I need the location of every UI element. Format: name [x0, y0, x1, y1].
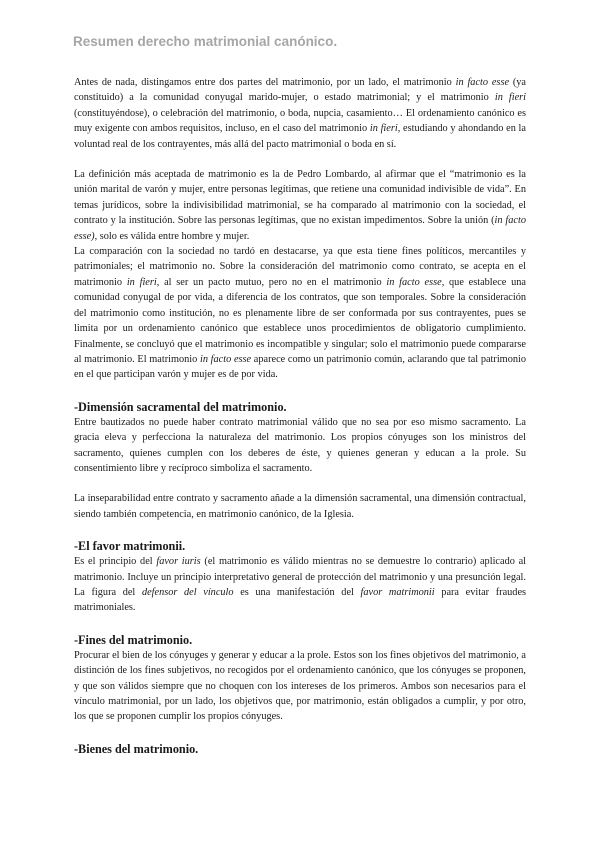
section-paragraph: Procurar el bien de los cónyuges y generar y educar a la prole. Estos son los fines objetivos del matrimonio, a distinción de los fines subjetivos, no recogidos por el ordenamiento canónico, que los cónyuges se proponen, y que son válidos siempre que no choquen con los intereses de los primeros. Ambos son necesarios para el vínculo matrimonial, por un lado, los objetivos que, por matrimonio, están obligados a cumplir, y por otro, los que se proponen cumplir los propios cónyuges.	[74, 649, 526, 723]
italic-term: favor iuris	[156, 556, 201, 568]
intro-paragraph-1: Antes de nada, distingamos entre dos partes del matrimonio, por un lado, el matrimonio in facto esse (ya constituido) a la comunidad conyugal marido-mujer, o estado matrimonial; y el matrimonio in fieri (constituyéndose), o celebración del matrimonio, o boda, nupcia, casamiento… El ordenamiento canónico es muy exigente con ambos requisitos, incluso, en el caso del matrimonio in fieri, estudiando y ahondando en la voluntad real de los contrayentes, más allá del pacto matrimonial o boda en sí.	[74, 77, 527, 150]
italic-term: in facto esse	[199, 353, 252, 365]
italic-term: favor matrimonii	[360, 586, 435, 598]
italic-term: in fieri	[369, 123, 398, 135]
section-favor-matrimonii	[74, 538, 526, 616]
section-heading: -Fines del matrimonio.	[74, 632, 193, 647]
section-paragraph: La inseparabilidad entre contrato y sacramento añade a la dimensión sacramental, una dimensión contractual, siendo también competencia, en matrimonio canónico, de la Iglesia.	[74, 493, 526, 520]
section-heading: -Dimensión sacramental del matrimonio.	[74, 399, 287, 414]
italic-term: in facto esse)	[74, 215, 526, 242]
intro-paragraph-3: La comparación con la sociedad no tardó en destacarse, ya que esta tiene fines políticos, mercantiles y patrimoniales; el matrimonio no. Sobre la consideración del matrimonio como contrato, se acepta en el matrimonio in fieri, al ser un pacto mutuo, pero no en el matrimonio in facto esse, que establece una comunidad conyugal de por vida, a diferencia de los contratos, que son temporales. Sobre la consideración del matrimonio como institución, no es plenamente libre de ser conformada por sus contrayentes, pues se limita por un ordenamiento canónico que establece unos procedimientos de obligatorio cumplimiento. Finalmente, se concluyó que el matrimonio es incompatible y singular; solo el matrimonio puede compararse al matrimonio. El matrimonio in facto esse aparece como un patrimonio común, aclarando que tal patrimonio en el que participan varón y mujer es de por vida.	[74, 246, 527, 381]
section-sacramental	[74, 399, 526, 522]
section-bienes	[74, 741, 526, 757]
intro-paragraph-2: La definición más aceptada de matrimonio es la de Pedro Lombardo, al afirmar que el “matrimonio es la unión marital de varón y mujer, entre personas legítimas, que retiene una comunidad indivisible de vida”. En temas jurídicos, sobre la indivisibilidad matrimonial, se ha comparado al matrimonio con la sociedad, el contrato y la institución. Sobre las personas legítimas, que no existan impedimentos. Sobre la unión (in facto esse), solo es válida entre hombre y mujer.	[74, 169, 526, 242]
section-heading: -El favor matrimonii.	[74, 539, 186, 554]
section-paragraph: Entre bautizados no puede haber contrato matrimonial válido que no sea por eso mismo sacramento. La gracia eleva y perfecciona la naturaleza del matrimonio. Los propios cónyuges son los ministros del sacramento, quienes cumplen con los deberes de éste, y quienes generan y educan a la prole. Su consentimiento libre y recíproco simboliza el sacramento.	[74, 416, 526, 474]
page-title: Resumen derecho matrimonial canónico.	[73, 34, 338, 49]
section-paragraph: Es el principio del favor iuris (el matrimonio es válido mientras no se demuestre lo contrario) aplicado al matrimonio. Incluye un principio interpretativo general de protección del matrimonio y una presunción legal. La figura del defensor del vínculo es una manifestación del favor matrimonii para evitar fraudes matrimoniales.	[74, 556, 527, 614]
italic-term: in facto esse	[386, 276, 442, 288]
italic-term: in facto esse	[455, 77, 510, 88]
italic-term: defensor del vínculo	[141, 586, 234, 598]
section-heading: -Bienes del matrimonio.	[74, 741, 199, 756]
section-fines	[74, 632, 526, 725]
italic-term: in fieri	[494, 92, 527, 104]
italic-term: in fieri	[126, 276, 157, 288]
